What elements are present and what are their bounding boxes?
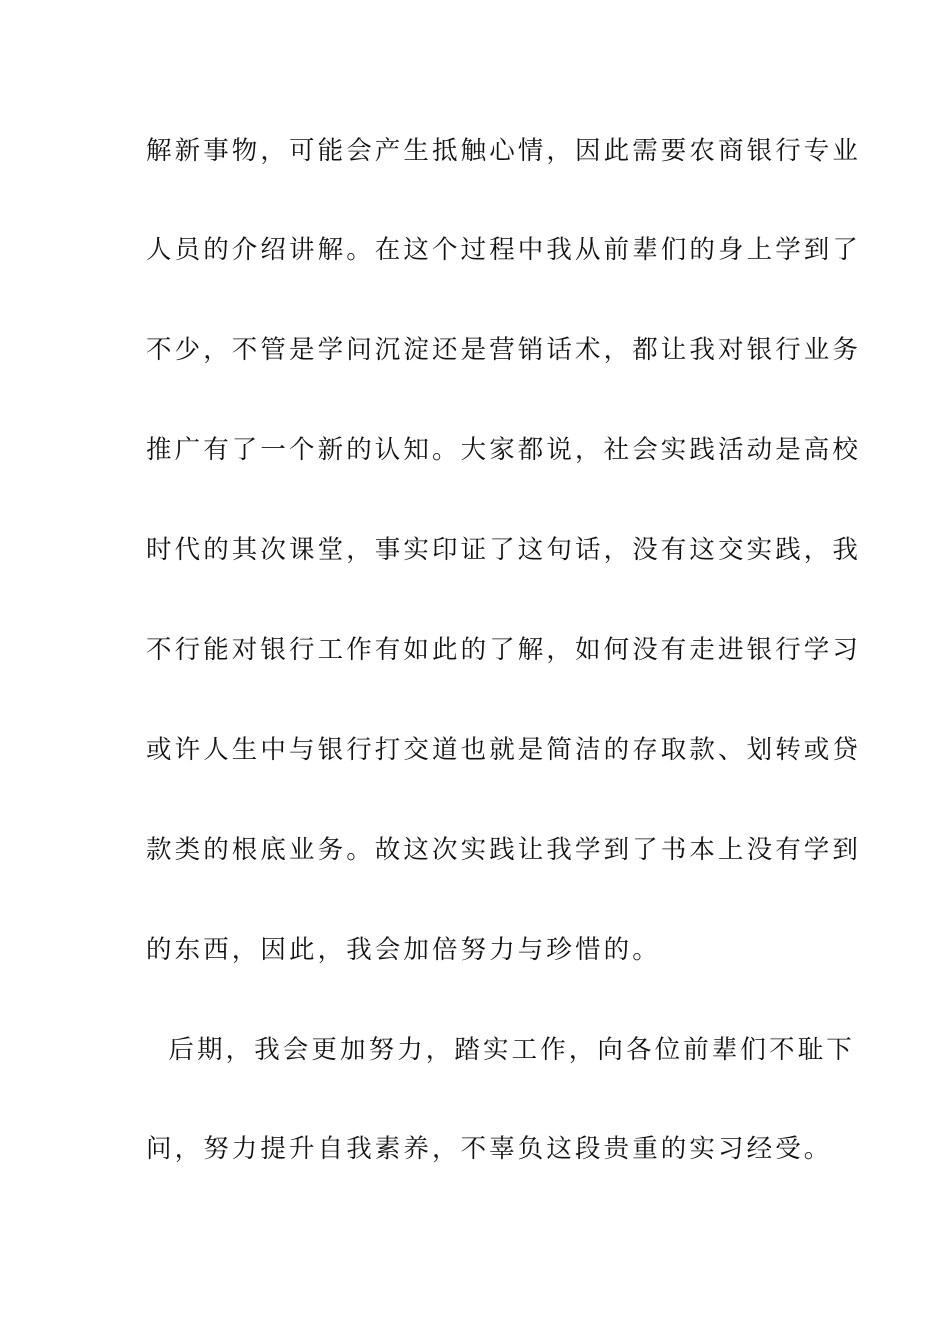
- text-line: 问，努力提升自我素养，不辜负这段贵重的实习经受。: [146, 1134, 833, 1164]
- text-line: 的东西，因此，我会加倍努力与珍惜的。: [146, 935, 661, 965]
- text-line: 人员的介绍讲解。在这个过程中我从前辈们的身上学到了: [146, 235, 862, 265]
- text-line: 不少，不管是学问沉淀还是营销话术，都让我对银行业务: [146, 335, 862, 365]
- text-line: 款类的根底业务。故这次实践让我学到了书本上没有学到: [146, 835, 862, 865]
- text-line: 时代的其次课堂，事实印证了这句话，没有这交实践，我: [146, 535, 862, 565]
- paragraph-start-line: 后期，我会更加努力，踏实工作，向各位前辈们不耻下: [146, 1035, 855, 1065]
- text-line: 或许人生中与银行打交道也就是简洁的存取款、划转或贷: [146, 735, 862, 765]
- text-line: 解新事物，可能会产生抵触心情，因此需要农商银行专业: [146, 136, 862, 166]
- text-line: 推广有了一个新的认知。大家都说，社会实践活动是高校: [146, 435, 862, 465]
- text-line: 不行能对银行工作有如此的了解，如何没有走进银行学习: [146, 635, 862, 665]
